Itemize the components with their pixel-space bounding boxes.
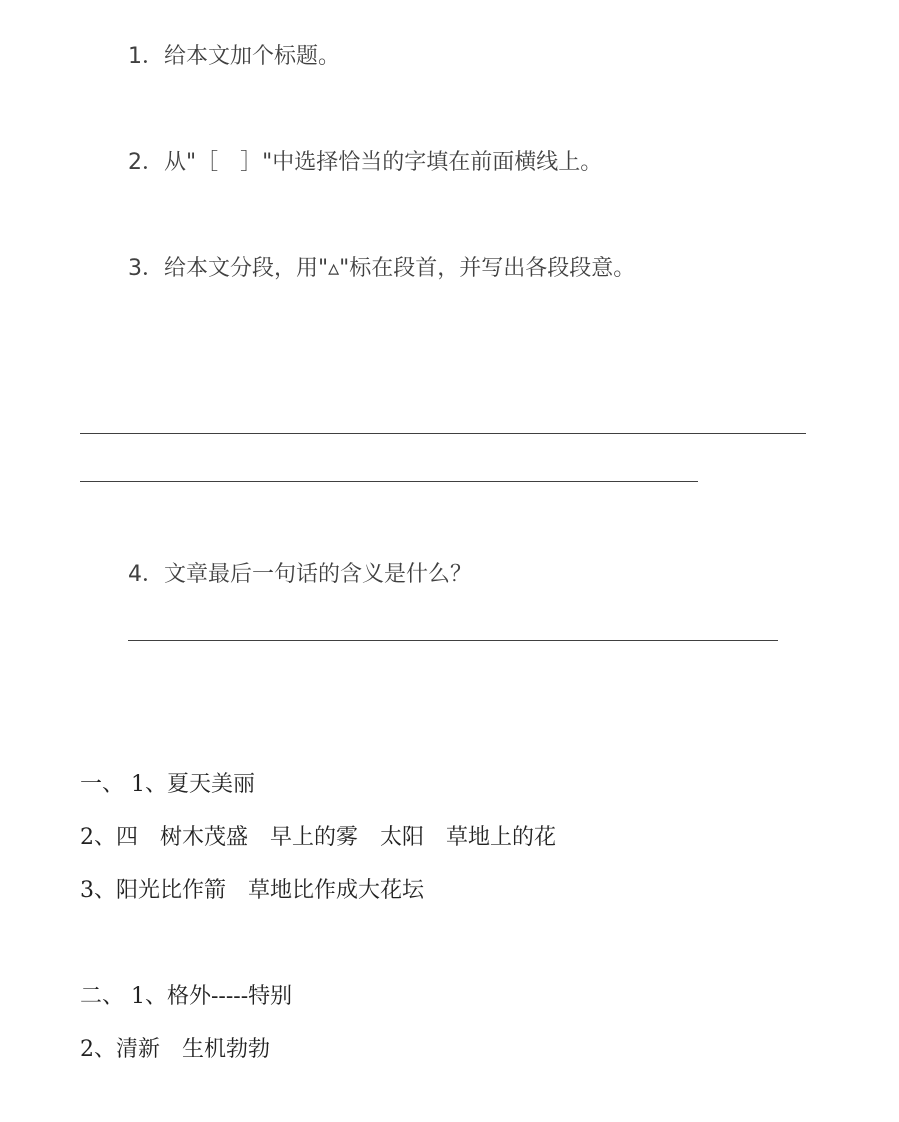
question-2: 2．从"［ ］"中选择恰当的字填在前面横线上。 <box>128 150 603 175</box>
answer-section-1-line-1: 一、 1、夏天美丽 <box>80 772 255 797</box>
question-1: 1．给本文加个标题。 <box>128 44 340 69</box>
question-4: 4．文章最后一句话的含义是什么？ <box>128 562 472 587</box>
answer-blank-line-1[interactable] <box>80 433 806 434</box>
answer-section-1-line-2: 2、四 树木茂盛 早上的雾 太阳 草地上的花 <box>80 825 556 850</box>
answer-blank-line-2[interactable] <box>80 481 698 482</box>
answer-section-2-line-1: 二、 1、格外-----特别 <box>80 984 293 1009</box>
answer-blank-line-3[interactable] <box>128 640 778 641</box>
question-3: 3．给本文分段，用"▵"标在段首，并写出各段段意。 <box>128 256 636 281</box>
answer-section-2-line-2: 2、清新 生机勃勃 <box>80 1037 270 1062</box>
answer-section-1-line-3: 3、阳光比作箭 草地比作成大花坛 <box>80 878 424 903</box>
